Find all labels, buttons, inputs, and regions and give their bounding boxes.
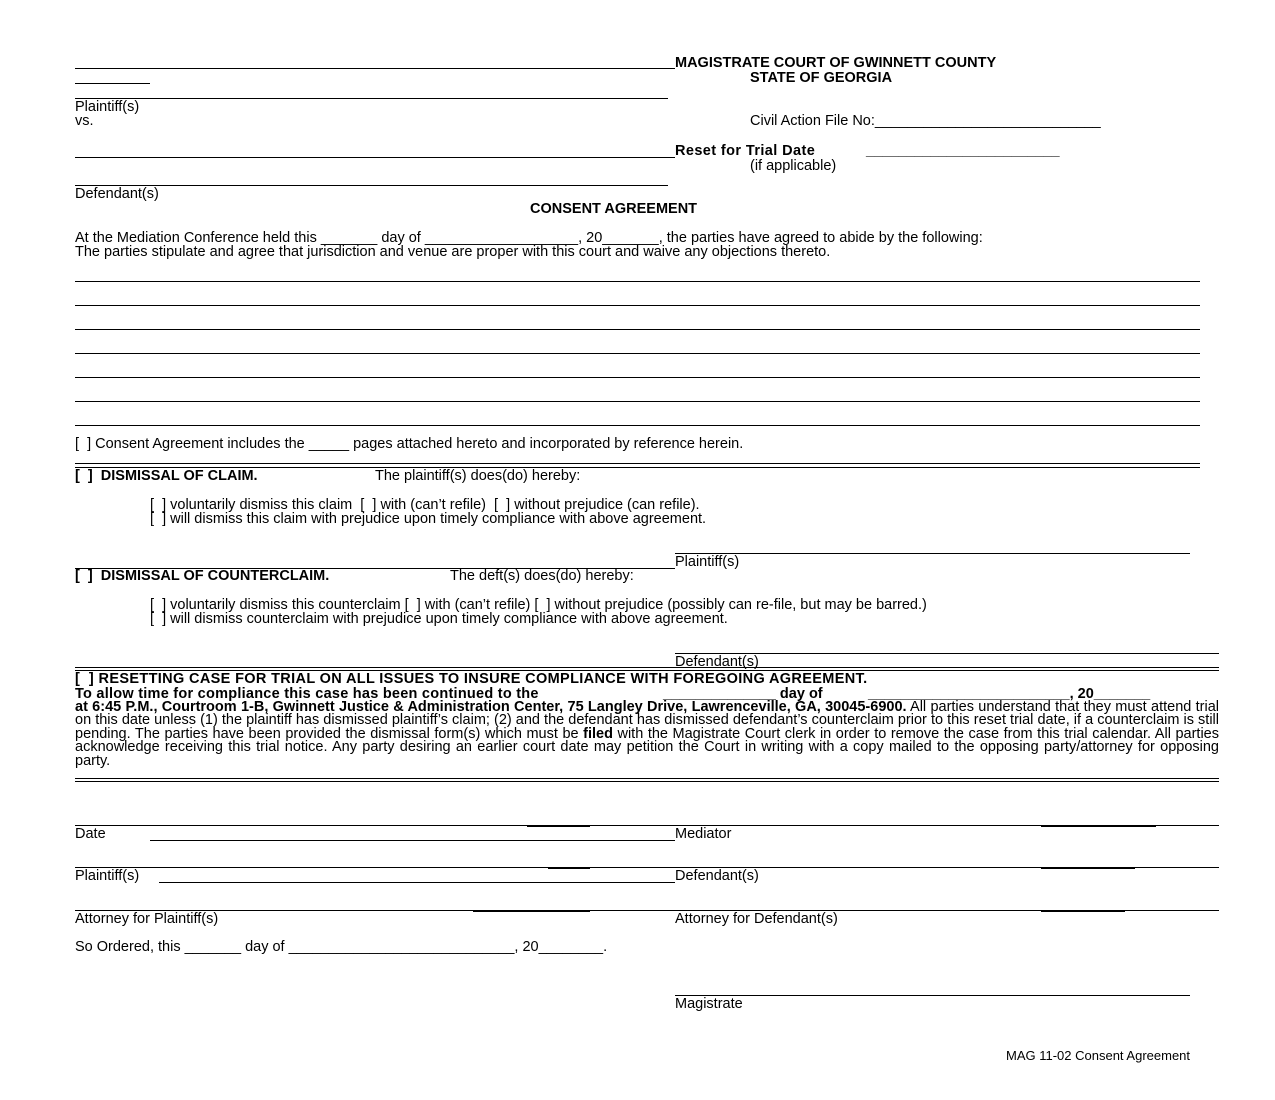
date-label: Date [75, 826, 106, 842]
section-divider [75, 667, 1219, 668]
atty-defendant-label: Attorney for Defendant(s) [675, 911, 838, 927]
pages-attached-checkbox[interactable]: [ ] Consent Agreement includes the _____ pages attached hereto and incorporated by reference herein. [75, 436, 744, 452]
plaintiff-signature-line[interactable] [675, 553, 1190, 554]
plaintiff-final-signature-line[interactable] [159, 882, 675, 883]
attendance-terms: All parties understand that they must attend trial on this date unless (1) the plaintiff has dismissed plaintiff’s claim; (2) and the defendant has dismissed defendant’s counterclaim prior to this reset trial date, if a counterclaim is still pending. The parties have been provided the dismissal form(s) which must be [75, 699, 1219, 742]
defendant-name-line-2[interactable] [75, 185, 668, 186]
reset-trial-date-label: Reset for Trial Date [675, 143, 816, 159]
state-name: STATE OF GEORGIA [750, 70, 893, 86]
claim-option-voluntary[interactable]: [ ] voluntarily dismiss this claim [ ] with (can’t refile) [ ] without prejudice (can refile). [150, 497, 700, 513]
magistrate-signature-line[interactable] [675, 995, 1190, 996]
section-divider [75, 778, 1219, 779]
date-line[interactable] [150, 840, 675, 841]
claim-option-with-prejudice[interactable]: [ ] will dismiss this claim with prejudice upon timely compliance with above agreement. [150, 511, 707, 527]
reset-trial-date-blank[interactable]: ________________________ [866, 143, 1060, 159]
dismissal-of-claim-lead: The plaintiff(s) does(do) hereby: [375, 468, 581, 484]
section-divider [75, 781, 1219, 782]
signature-line-stub [548, 868, 590, 869]
signature-line-stub [1041, 826, 1156, 827]
plaintiff-name-line[interactable] [75, 68, 675, 69]
section-divider [75, 463, 1200, 464]
defendant-name-line[interactable] [75, 157, 675, 158]
agreement-line[interactable] [75, 329, 1200, 330]
agreement-line[interactable] [75, 281, 1200, 282]
agreement-line[interactable] [75, 401, 1200, 402]
resetting-day-blank[interactable]: ______________ day of [663, 686, 823, 702]
atty-plaintiff-label: Attorney for Plaintiff(s) [75, 911, 219, 927]
resetting-paragraph [75, 701, 1219, 768]
jurisdiction-stipulation: The parties stipulate and agree that jurisdiction and venue are proper with this court and waive any objections thereto. [75, 244, 831, 260]
trial-location: at 6:45 P.M., Courtroom 1-B, Gwinnett Justice & Administration Center, 75 Langley Drive, Lawrenceville, GA, 30045-6900. [75, 699, 907, 715]
agreement-line[interactable] [75, 305, 1200, 306]
court-name: MAGISTRATE COURT OF GWINNETT COUNTY [675, 55, 997, 71]
dismissal-of-counterclaim-heading[interactable]: [ ] DISMISSAL OF COUNTERCLAIM. [75, 568, 330, 584]
counterclaim-defendant-signature-label: Defendant(s) [675, 654, 759, 670]
mediation-conference-line: At the Mediation Conference held this _______ day of ___________________, 20_______, the parties have agreed to abide by the following: [75, 230, 983, 246]
civil-action-file-no[interactable]: Civil Action File No:____________________________ [750, 113, 1101, 129]
trial-notice-terms: with the Magistrate Court clerk in order to remove the case from this trial calendar. All parties acknowledge receiving this trial notice. Any party desiring an earlier court date may petition the Court in writing with a copy mailed to the opposing party/attorney for opposing party. [75, 725, 1219, 769]
plaintiff-label: Plaintiff(s) [75, 99, 140, 115]
magistrate-label: Magistrate [675, 996, 743, 1012]
counterclaim-option-with-prejudice[interactable]: [ ] will dismiss counterclaim with prejudice upon timely compliance with above agreement. [150, 611, 728, 627]
if-applicable-note: (if applicable) [750, 158, 837, 174]
resetting-continued-to: To allow time for compliance this case has been continued to the [75, 686, 539, 702]
dismissal-of-claim-heading[interactable]: [ ] DISMISSAL OF CLAIM. [75, 468, 258, 484]
resetting-heading[interactable]: [ ] RESETTING CASE FOR TRIAL ON ALL ISSUES TO INSURE COMPLIANCE WITH FOREGOING AGREEMENT. [75, 671, 868, 687]
defendant-label: Defendant(s) [75, 186, 159, 202]
mediator-label: Mediator [675, 826, 732, 842]
filed-emphasis: filed [583, 725, 613, 742]
plaintiff-name-line-2[interactable] [75, 98, 668, 99]
defendant-signature-label: Defendant(s) [675, 868, 759, 884]
agreement-line[interactable] [75, 377, 1200, 378]
so-ordered-line[interactable]: So Ordered, this _______ day of ____________________________, 20________. [75, 939, 608, 955]
versus-label: vs. [75, 113, 94, 129]
counterclaim-option-voluntary[interactable]: [ ] voluntarily dismiss this counterclaim [ ] with (can’t refile) [ ] without prejudice (possibly can re-file, but may be barred.) [150, 597, 927, 613]
agreement-line[interactable] [75, 353, 1200, 354]
document-title: CONSENT AGREEMENT [530, 201, 698, 217]
agreement-line[interactable] [75, 425, 1200, 426]
plaintiff-name-line-stub [75, 83, 150, 84]
plaintiff-signature-label: Plaintiff(s) [75, 868, 140, 884]
signature-line-stub [1041, 868, 1135, 869]
dismissal-of-counterclaim-lead: The deft(s) does(do) hereby: [450, 568, 634, 584]
claim-plaintiff-signature-label: Plaintiff(s) [675, 554, 740, 570]
form-number-footer: MAG 11-02 Consent Agreement [1006, 1048, 1191, 1063]
resetting-month-year-blank[interactable]: _________________________, 20_______ [868, 686, 1151, 702]
signature-line-stub [1041, 911, 1125, 912]
signature-line-stub [527, 826, 590, 827]
signature-line-stub [473, 911, 590, 912]
